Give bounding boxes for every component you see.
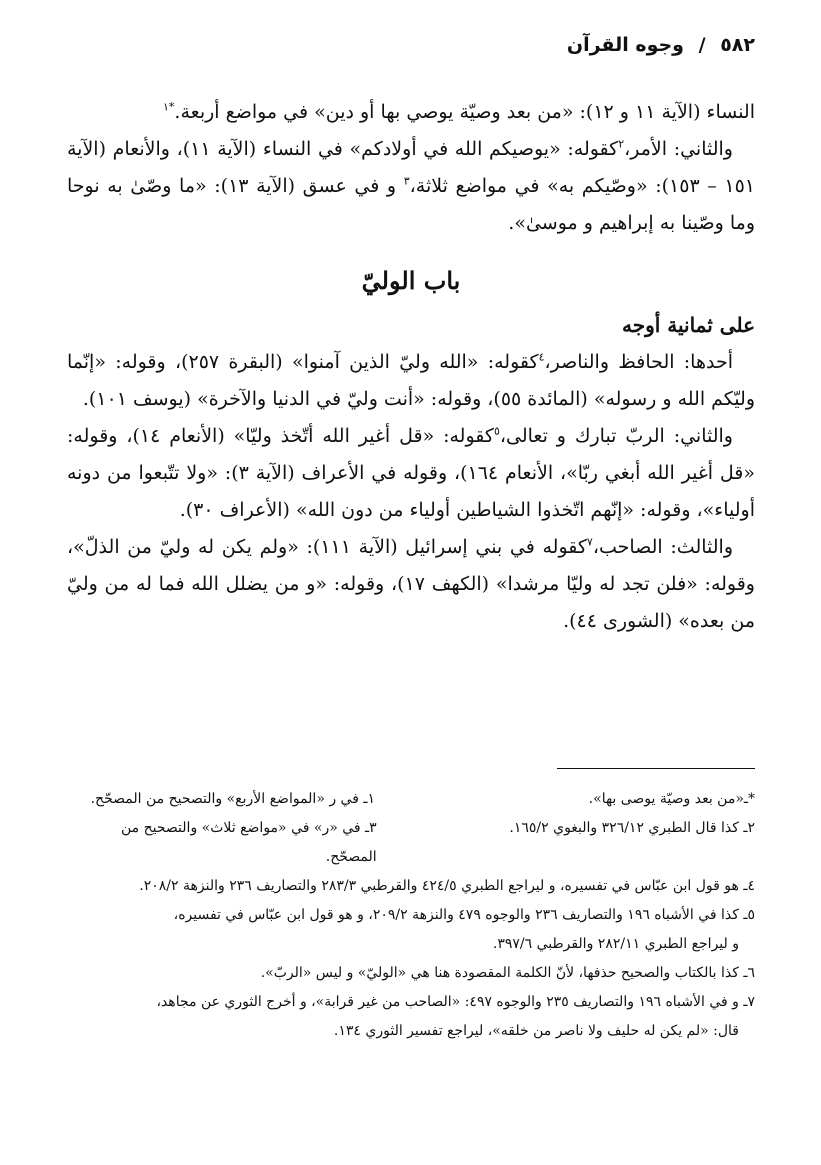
footnote-7-continued: قال: «لم يكن له حليف ولا ناصر من خلقه»، ليراجع تفسير الثوري ١٣٤. [333, 1023, 739, 1039]
section-heading: باب الوليّ [361, 266, 461, 295]
footnote-5: ٥ـ كذا في الأشباه ١٩٦ والتصاريف ٢٣٦ والوجوه ٤٧٩ والنزهة ٢٠٩/٢، و هو قول ابن عبّاس في تفسيره، [173, 907, 755, 923]
running-header [66, 34, 755, 64]
footnote-ref: ٤ [538, 350, 545, 364]
footnote-2: ٢ـ كذا قال الطبري ٣٢٦/١٢ والبغوي ١٦٥/٢. [509, 820, 755, 836]
header-separator: / [698, 34, 706, 56]
footnotes [67, 785, 755, 1046]
book-title: وجوه القرآن [566, 34, 684, 56]
footnote-ref: ٧ [586, 535, 593, 549]
footnote-4: ٤ـ هو قول ابن عبّاس في تفسيره، و ليراجع الطبري ٤٢٤/٥ والقرطبي ٢٨٣/٣ والتصاريف ٢٣٦ والنزهة ٢٠٨/٢. [139, 878, 755, 894]
footnote-5-continued: و ليراجع الطبري ٢٨٢/١١ والقرطبي ٣٩٧/٦. [492, 936, 739, 952]
footnote-mark: * [168, 100, 175, 114]
footnote-row [67, 785, 755, 814]
footnote-6: ٦ـ كذا بالكتاب والصحيح حذفها، لأنّ الكلمة المقصودة هنا هي «الوليّ» و ليس «الربّ». [260, 965, 755, 981]
footnote-row [67, 814, 755, 872]
footnote-7: ٧ـ و في الأشباه ١٩٦ والتصاريف ٢٣٥ والوجوه ٤٩٧: «الصاحب من غير قرابة»، و أخرج الثوري عن مجاهد، [156, 994, 755, 1010]
footnote-ref: ٣ [403, 174, 410, 188]
paragraph-1: النساء (الآية ١١ و ١٢): «من بعد وصيّة يوصي بها أو دين» في مواضع أربعة.$^{*١}$ [163, 100, 755, 123]
section-subheading: على ثمانية أوجه [622, 313, 755, 337]
footnote-ref: ١ [163, 100, 169, 114]
footnote-ref: ٥ [493, 424, 500, 438]
paragraph-3: أحدها: الحافظ والناصر،$^٤$كقوله: «الله وليّ الذين آمنوا» (البقرة ٢٥٧)، وقوله: «إنّما وليّكم الله و رسوله» (المائدة ٥٥)، وقوله: «أنت وليّ في الدنيا والآخرة» (يوسف ١٠١). [67, 350, 755, 410]
footnote-divider [557, 768, 755, 769]
paragraph-4: والثاني: الربّ تبارك و تعالى،$^٥$كقوله: «قل أغير الله أتّخذ وليّا» (الأنعام ١٤)، وقوله: «قل أغير الله أبغي ربّا»، الأنعام ١٦٤)، وقوله في الأعراف (الآية ٣): «ولا تتّبعوا من دونه أولياء»، وقوله: «إنّهم اتّخذوا الشياطين أولياء من دون الله» (الأعراف ٣٠). [67, 424, 756, 521]
footnote-1: ١ـ في ر «المواضع الأربع» والتصحيح من المصحّح. [90, 791, 375, 807]
paragraph-2: والثاني: الأمر،$^٢$كقوله: «يوصيكم الله في أولادكم» في النساء (الآية ١١)، والأنعام (الآية ١٥١ – ١٥٣): «وصّيكم به» في مواضع ثلاثة،$^٣$ و في عسق (الآية ١٣): «ما وصّىٰ به نوحا وما وصّينا به إبراهيم و موسىٰ». [67, 137, 755, 234]
main-text [67, 94, 755, 640]
page-number: ٥٨٢ [720, 34, 755, 56]
paragraph-5: والثالث: الصاحب،$^٧$كقوله في بني إسرائيل (الآية ١١١): «ولم يكن له وليّ من الذلّ»، وقوله: «فلن تجد له وليّا مرشدا» (الكهف ١٧)، وقوله: «و من يضلل الله فما له من وليّ من بعده» (الشورى ٤٤). [67, 535, 755, 632]
footnote-star: *ـ«من بعد وصيّة يوصى بها». [588, 791, 755, 807]
footnote-3: ٣ـ في «ر» في «مواضع ثلاث» والتصحيح من المصحّح. [121, 820, 377, 865]
footnote-ref: ٢ [618, 137, 625, 151]
